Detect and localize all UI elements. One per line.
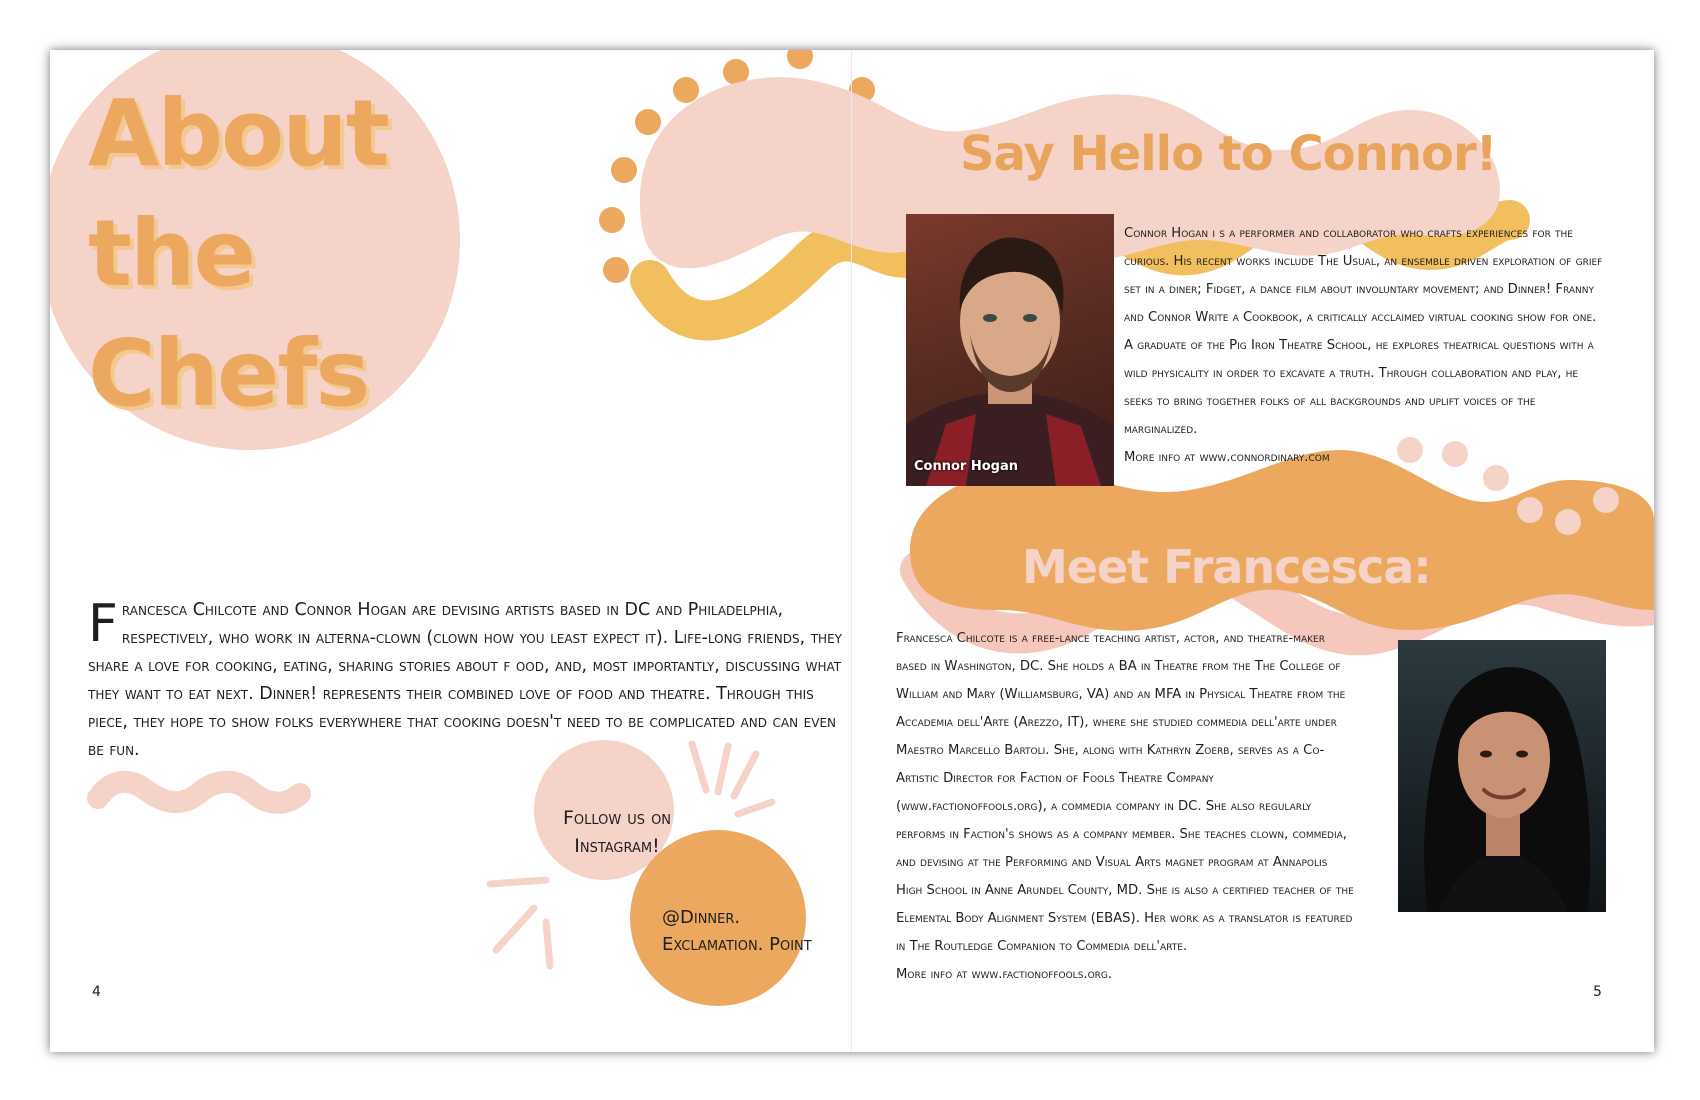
intro-text: rancesca Chilcote and Connor Hogan are devising artists based in DC and Philadelphia, respectively, who work in alterna-clown (clown how you least expect it). Life-long friends, they share a love for cooking, eating, sharing stories about f ood, and, most importantly, discussing what they want to eat next. Dinner! represents their combined love of food and theatre. Through this piece, they hope to show folks everywhere that cooking doesn't need to be complicated and can even be fun. [88,600,842,760]
magazine-spread [50,50,1654,1052]
francesca-photo [1398,640,1606,912]
francesca-heading: Meet Francesca: [1022,540,1431,594]
intro-paragraph [88,596,848,764]
connor-photo-caption: Connor Hogan [914,459,1018,474]
burst-lines-bottom [490,880,550,966]
connor-portrait-illustration [906,214,1114,486]
instagram-follow-text: Follow us on Instagram! [562,807,672,857]
connor-bio-text: Connor Hogan i s a performer and collaborator who crafts experiences for the curious. His recent works include The Usual, an ensemble driven exploration of grief set in a diner; Fidget, a dance film about involuntary movement; and Dinner! Franny and Connor Write a Cookbook, a critically acclaimed virtual cooking show for one. A graduate of the Pig Iron Theatre School, he explores theatrical questions with a wild physicality in order to excavate a truth. Through collaboration and play, he seeks to bring together folks of all backgrounds and uplift voices of the marginalized. [1124,226,1603,437]
title-line: the [88,200,254,307]
page-number-right: 5 [1593,984,1602,1000]
connor-photo [906,214,1114,486]
title-line: Chefs [88,320,369,427]
page-number-left: 4 [92,984,101,1000]
francesca-portrait-illustration [1398,640,1606,912]
instagram-handle[interactable]: @Dinner. Exclamation. Point [662,907,812,955]
about-the-chefs-title [88,74,388,434]
title-line: About [88,80,388,187]
francesca-bio-text: Francesca Chilcote is a free-lance teaching artist, actor, and theatre-maker based in Washington, DC. She holds a BA in Theatre from the The College of William and Mary (Williamsburg, VA) and an MFA in Physical Theatre from the Accademia dell'Arte (Arezzo, IT), where she studied commedia dell'arte under Maestro Marcello Bartoli. She, along with Kathryn Zoerb, serves as a Co-Artistic Director for Faction of Fools Theatre Company (www.factionoffools.org), a commedia company in DC. She also regularly performs in Faction's shows as a company member. She teaches clown, commedia, and devising at the Performing and Visual Arts magnet program at Annapolis High School in Anne Arundel County, MD. She is also a certified teacher of the Elemental Body Alignment System (EBAS). Her work as a translator is featured in The Routledge Companion to Commedia dell'arte. [896,631,1354,954]
francesca-more-info-link[interactable]: More info at www.factionoffools.org. [896,967,1113,982]
francesca-bio [896,625,1356,989]
page-gutter [851,50,852,1052]
connor-heading: Say Hello to Connor! [960,126,1497,182]
left-squiggle-shape [98,782,300,803]
drop-cap: F [88,594,118,654]
connor-more-info-link[interactable]: More info at www.connordinary.com [1124,450,1330,465]
connor-bio [1124,220,1609,472]
